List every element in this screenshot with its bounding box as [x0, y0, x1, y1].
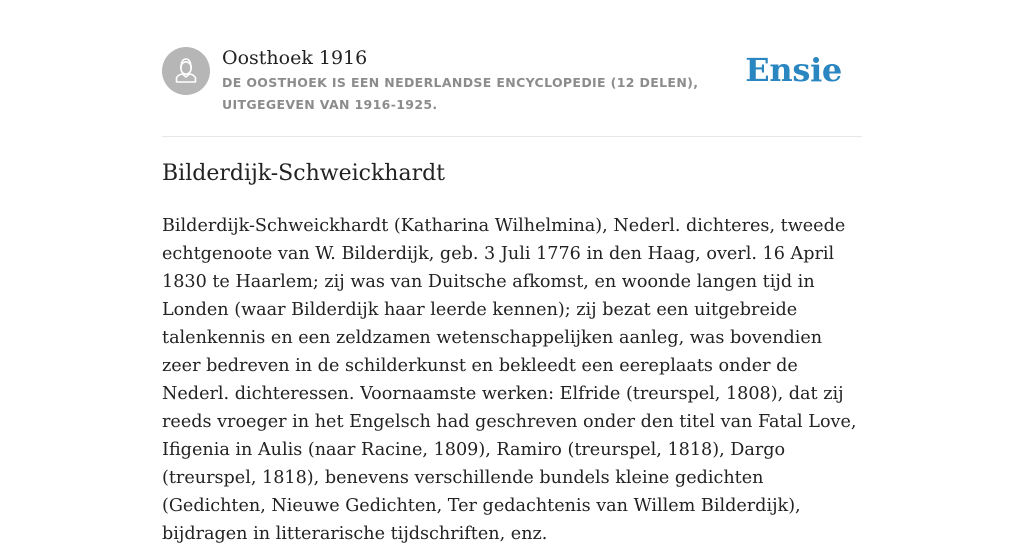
- ensie-logo[interactable]: Ensie: [745, 51, 842, 89]
- article-body: Bilderdijk-Schweickhardt (Katharina Wilhelmina), Nederl. dichteres, tweede echtgenoote van W. Bilderdijk, geb. 3 Juli 1776 in den Haag, overl. 16 April 1830 te Haarlem; zij was van Duitsche afkomst, en woonde langen tijd in Londen (waar Bilderdijk haar leerde kennen); zij bezat een uitgebreide talenkennis en een zeldzamen wetenschappelijken aanleg, was bovendien zeer bedreven in de schilderkunst en bekleedt een eereplaats onder de Nederl. dichteressen. Voornaamste werken: Elfride (treurspel, 1808), dat zij reeds vroeger in het Engelsch had geschreven onder den titel van Fatal Love, Ifigenia in Aulis (naar Racine, 1809), Ramiro (treurspel, 1818), Dargo (treurspel, 1818), benevens verschillende bundels kleine gedichten (Gedichten, Nieuwe Gedichten, Ter gedachtenis van Willem Bilderdijk), bijdragen in litterarische tijdschriften, enz.: [162, 216, 857, 544]
- user-icon: [162, 47, 210, 95]
- source-avatar[interactable]: [162, 47, 210, 95]
- source-name[interactable]: Oosthoek 1916: [222, 47, 368, 69]
- source-description: DE OOSTHOEK IS EEN NEDERLANDSE ENCYCLOPEDIE (12 DELEN), UITGEGEVEN VAN 1916-1925.: [222, 75, 699, 112]
- source-header: [162, 44, 862, 137]
- article-title: Bilderdijk-Schweickhardt: [162, 161, 446, 186]
